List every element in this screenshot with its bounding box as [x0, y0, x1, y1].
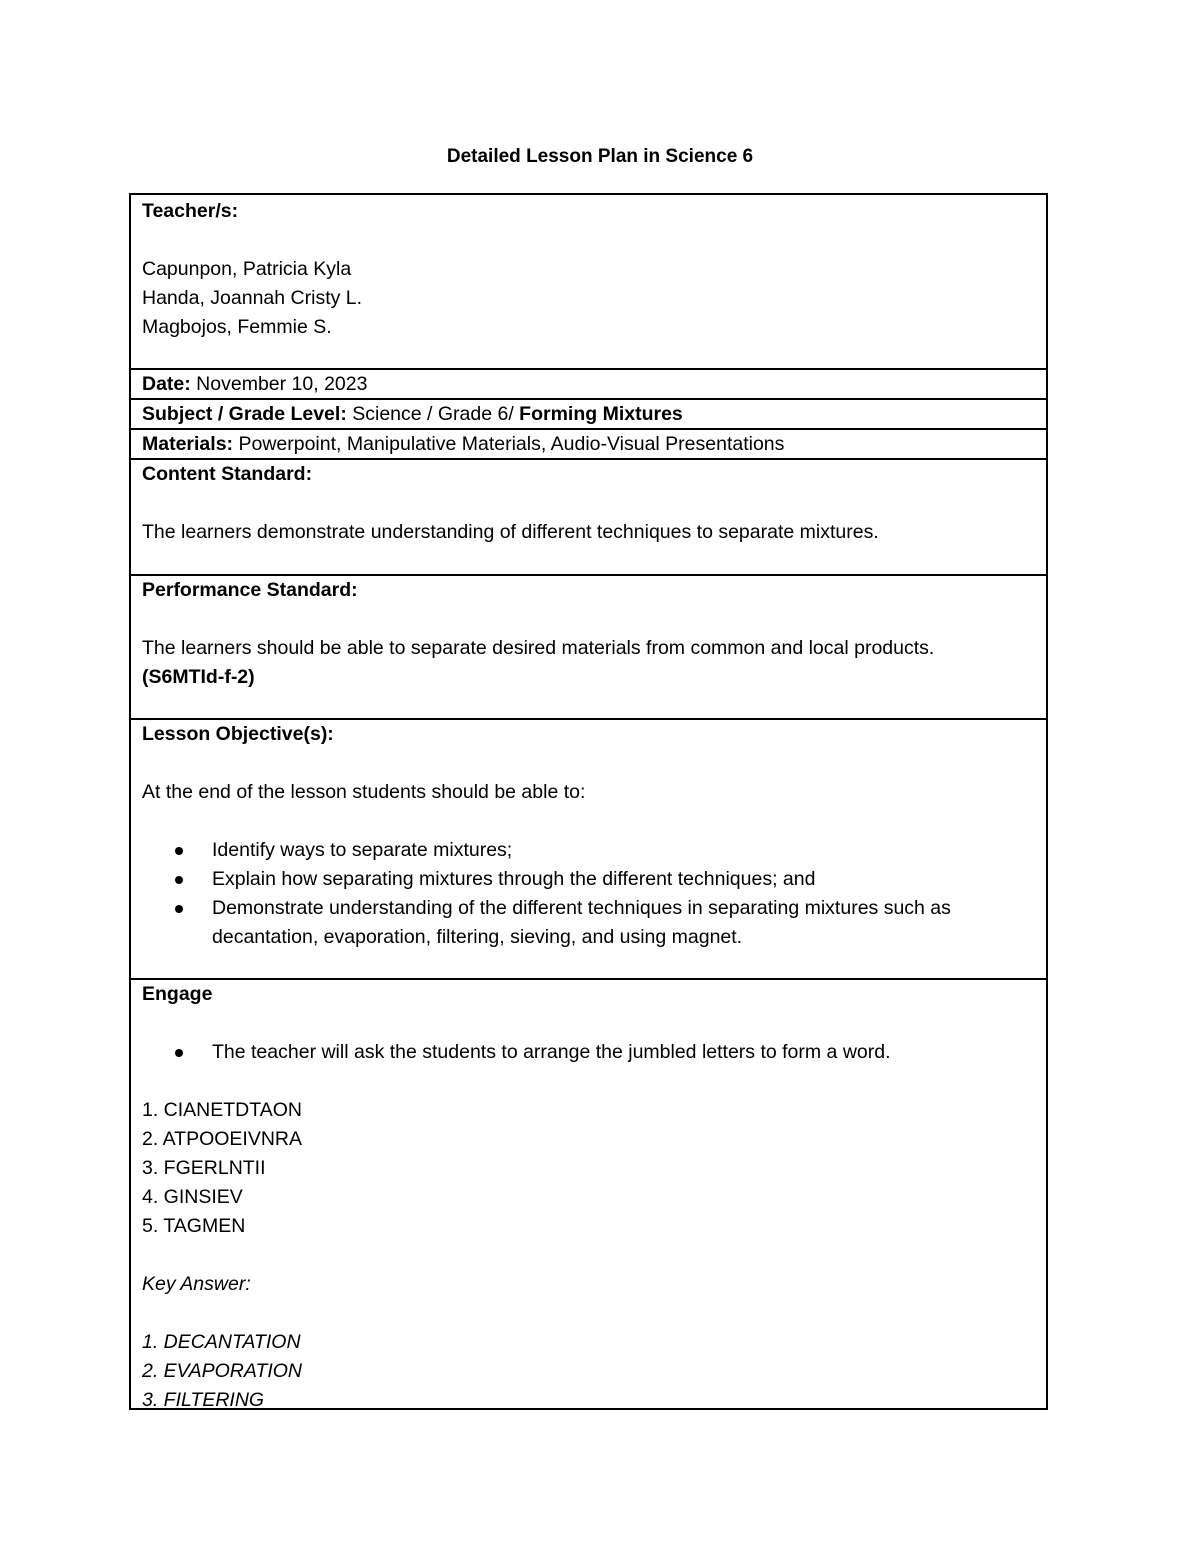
engage-instruction: The teacher will ask the students to arrange the jumbled letters to form a word.: [142, 1038, 1035, 1067]
jumbled-word: 2. ATPOOEIVNRA: [142, 1128, 303, 1150]
bullet-icon: [175, 1049, 183, 1057]
document-title: Detailed Lesson Plan in Science 6: [446, 146, 754, 167]
objective-item: Demonstrate understanding of the different techniques in separating mixtures such as: [142, 894, 1035, 923]
bullet-icon: [175, 876, 183, 884]
objectives-row: [131, 720, 1046, 980]
key-answer: 3. FILTERING: [142, 1389, 265, 1411]
objectives-label: Lesson Objective(s):: [142, 723, 334, 745]
teacher-name: Magbojos, Femmie S.: [142, 316, 332, 338]
subject-label: Subject / Grade Level:: [142, 403, 347, 425]
objectives-intro: At the end of the lesson students should be able to:: [142, 781, 586, 803]
teachers-row: [131, 195, 1046, 370]
engage-row: [131, 980, 1046, 1411]
key-answer-label: Key Answer:: [142, 1273, 251, 1295]
lesson-plan-table: [129, 193, 1048, 1410]
objective-item-continued: decantation, evaporation, filtering, sieving, and using magnet.: [212, 926, 743, 948]
jumbled-word: 1. CIANETDTAON: [142, 1099, 302, 1121]
materials-label: Materials:: [142, 433, 234, 455]
subject-value: Science / Grade 6/: [346, 403, 520, 425]
date-label: Date:: [142, 373, 191, 395]
performance-standard-text: The learners should be able to separate desired materials from common and local products.: [142, 637, 935, 659]
objective-item: Identify ways to separate mixtures;: [142, 836, 1035, 865]
subject-row: [131, 400, 1046, 430]
key-answer: 1. DECANTATION: [142, 1331, 301, 1353]
teachers-label: Teacher/s:: [142, 200, 239, 222]
materials-value: Powerpoint, Manipulative Materials, Audio-Visual Presentations: [233, 433, 785, 455]
subject-topic: Forming Mixtures: [519, 403, 683, 425]
teacher-name: Capunpon, Patricia Kyla: [142, 258, 352, 280]
date-value: November 10, 2023: [190, 373, 368, 395]
date-row: [131, 370, 1046, 400]
objective-item: Explain how separating mixtures through the different techniques; and: [142, 865, 1035, 894]
bullet-icon: [175, 905, 183, 913]
engage-label: Engage: [142, 983, 213, 1005]
performance-standard-row: [131, 576, 1046, 720]
content-standard-label: Content Standard:: [142, 463, 313, 485]
teacher-name: Handa, Joannah Cristy L.: [142, 287, 363, 309]
jumbled-word: 3. FGERLNTII: [142, 1157, 266, 1179]
bullet-icon: [175, 847, 183, 855]
materials-row: [131, 430, 1046, 460]
content-standard-row: [131, 460, 1046, 576]
jumbled-word: 5. TAGMEN: [142, 1215, 246, 1237]
key-answer: 2. EVAPORATION: [142, 1360, 303, 1382]
performance-standard-label: Performance Standard:: [142, 579, 358, 601]
content-standard-text: The learners demonstrate understanding of different techniques to separate mixtures.: [142, 521, 879, 543]
competency-code: (S6MTId-f-2): [142, 666, 255, 688]
jumbled-word: 4. GINSIEV: [142, 1186, 243, 1208]
